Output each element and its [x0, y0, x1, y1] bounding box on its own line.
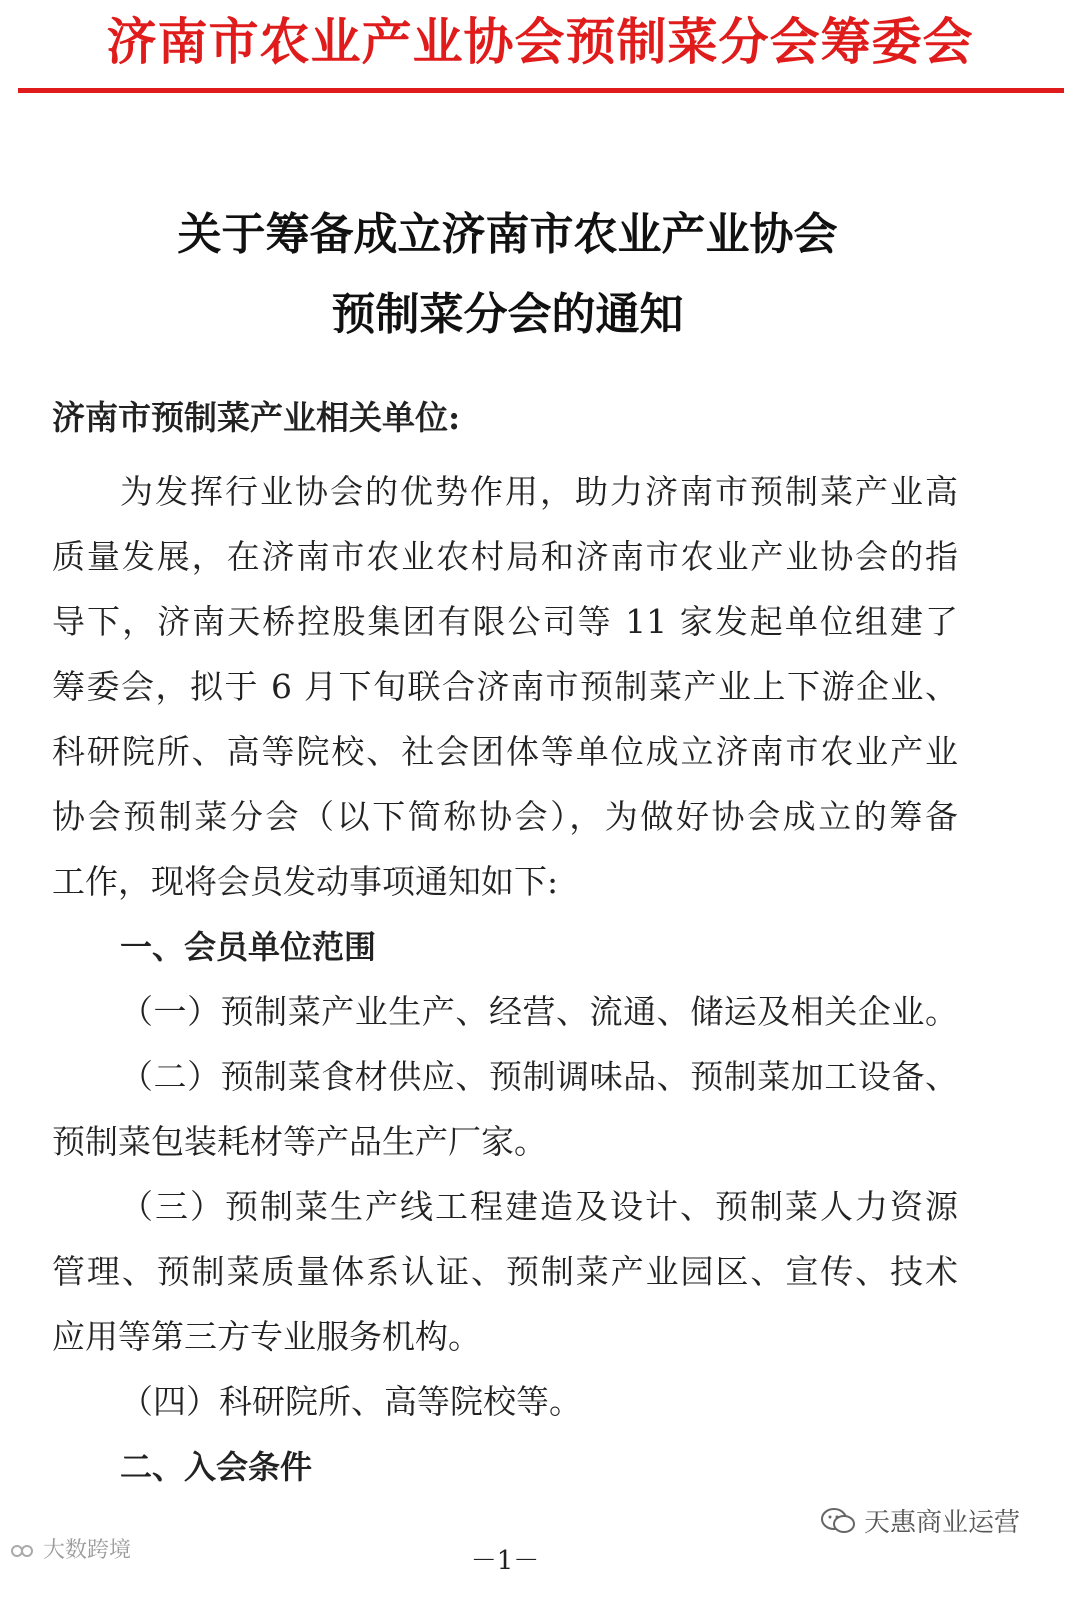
- wechat-icon: [820, 1507, 856, 1535]
- body-line: 导下，济南天桥控股集团有限公司等 11 家发起单位组建了: [52, 602, 958, 641]
- list-item-continued: 应用等第三方专业服务机构。: [52, 1317, 481, 1356]
- list-item-continued: 预制菜包装耗材等产品生产厂家。: [52, 1122, 547, 1161]
- section-heading-1: 一、会员单位范围: [120, 928, 377, 966]
- notice-title-line-1: 关于筹备成立济南市农业产业协会: [177, 209, 838, 260]
- body-line: 筹委会，拟于 6 月下旬联合济南市预制菜产业上下游企业、: [52, 667, 958, 706]
- list-item-continued: 管理、预制菜质量体系认证、预制菜产业园区、宣传、技术: [52, 1252, 958, 1291]
- section-heading-2: 二、入会条件: [120, 1448, 313, 1486]
- body-line: 为发挥行业协会的优势作用，助力济南市预制菜产业高: [120, 472, 958, 511]
- body-line: 科研院所、高等院校、社会团体等单位成立济南市农业产业: [52, 732, 958, 771]
- body-line: 质量发展，在济南市农业农村局和济南市农业产业协会的指: [52, 537, 958, 576]
- salutation: 济南市预制菜产业相关单位:: [52, 398, 461, 437]
- list-item: （一）预制菜产业生产、经营、流通、储运及相关企业。: [120, 992, 958, 1031]
- letterhead-divider: [18, 88, 1064, 93]
- watermark-left-text: 大数跨境: [43, 1538, 132, 1563]
- list-item: （二）预制菜食材供应、预制调味品、预制菜加工设备、: [120, 1057, 958, 1096]
- list-item: （三）预制菜生产线工程建造及设计、预制菜人力资源: [120, 1187, 958, 1226]
- letterhead-title: 济南市农业产业协会预制菜分会筹委会: [106, 12, 974, 71]
- list-item: （四）科研院所、高等院校等。: [120, 1382, 582, 1421]
- page-number: －1－: [470, 1546, 540, 1576]
- watermark-right: [820, 1502, 1020, 1539]
- body-line: 工作，现将会员发动事项通知如下:: [52, 862, 559, 901]
- notice-title-line-2: 预制菜分会的通知: [331, 289, 684, 340]
- watermark-right-text: 天惠商业运营: [864, 1508, 1021, 1538]
- body-line: 协会预制菜分会（以下简称协会），为做好协会成立的筹备: [52, 797, 958, 836]
